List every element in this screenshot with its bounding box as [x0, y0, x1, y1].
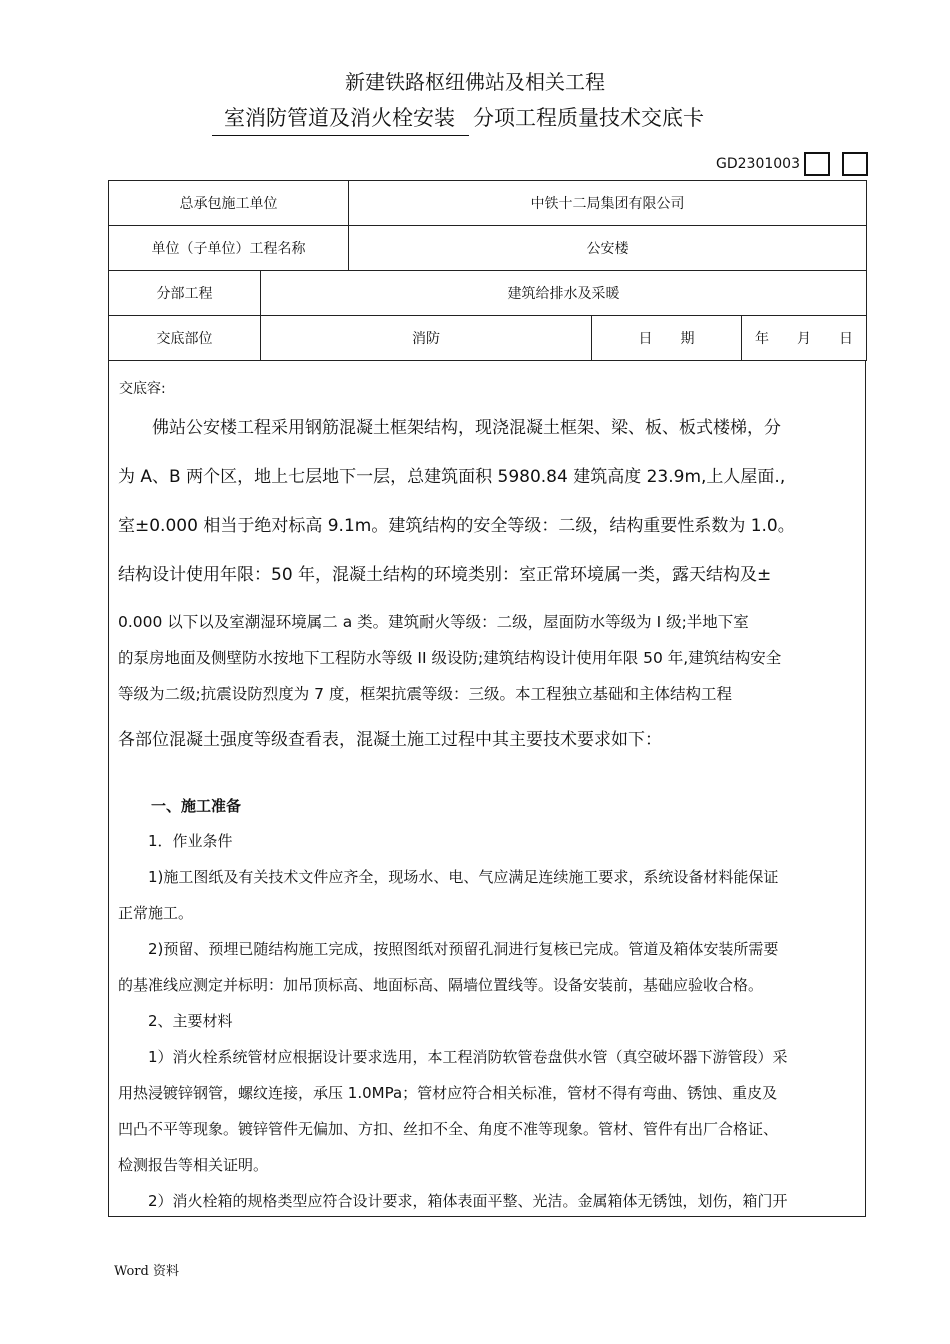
text-line: 各部位混凝土强度等级查看表，混凝土施工过程中其主要技术要求如下： — [118, 730, 662, 750]
division-label: 分部工程 — [109, 271, 261, 316]
subtitle-underlined-part: 室消防管道及消火栓安装 — [212, 102, 469, 136]
text-line: 结构设计使用年限：50 年，混凝土结构的环境类别：室正常环境属一类，露天结构及± — [118, 565, 772, 585]
contractor-value: 中铁十二局集团有限公司 — [349, 181, 867, 226]
table-row — [109, 226, 867, 271]
text-line: 0.000 以下以及室潮湿环境属二 a 类。建筑耐火等级：二级，屋面防水等级为 I 级;半地下室 — [118, 613, 749, 631]
section-body — [109, 823, 865, 1217]
text-line: 为 A、B 两个区，地上七层地下一层，总建筑面积 5980.84 建筑高度 23.9m,上人屋面., — [118, 467, 786, 487]
subsection-heading: 1．作业条件 — [148, 832, 233, 850]
info-table — [108, 180, 867, 361]
document-code: GD2301003 — [716, 156, 800, 172]
section-heading: 一、施工准备 — [151, 797, 242, 815]
text-line: 用热浸镀锌钢管，螺纹连接，承压 1.0MPa；管材应符合相关标准，管材不得有弯曲、锈蚀、重皮及 — [118, 1084, 778, 1102]
paragraph-overview-end — [109, 716, 865, 765]
text-line: 2)预留、预埋已随结构施工完成，按照图纸对预留孔洞进行复核已完成。管道及箱体安装所需要 — [148, 940, 779, 958]
content-label: 交底容: — [119, 381, 166, 397]
project-value: 公安楼 — [349, 226, 867, 271]
document-title: 新建铁路枢纽佛站及相关工程 — [345, 70, 605, 94]
text-line: 正常施工。 — [118, 904, 194, 922]
checkbox-1[interactable] — [804, 152, 830, 176]
contractor-label: 总承包施工单位 — [109, 181, 349, 226]
text-line: 1）消火栓系统管材应根据设计要求选用，本工程消防软管卷盘供水管（真空破坏器下游管段）采 — [148, 1048, 788, 1066]
table-row — [109, 181, 867, 226]
text-line: 2）消火栓箱的规格类型应符合设计要求，箱体表面平整、光洁。金属箱体无锈蚀，划伤，箱门开 — [148, 1192, 788, 1210]
paragraph-overview — [109, 404, 865, 600]
table-row — [109, 316, 867, 361]
text-line: 检测报告等相关证明。 — [118, 1156, 269, 1174]
subsection-heading: 2、主要材料 — [148, 1012, 233, 1030]
footer-text: Word 资料 — [114, 1264, 179, 1279]
date-value: 年 月 日 — [742, 316, 867, 361]
text-line: 等级为二级;抗震设防烈度为 7 度，框架抗震等级：三级。本工程独立基础和主体结构工程 — [118, 685, 732, 703]
document-subtitle — [212, 102, 704, 136]
content-box — [108, 360, 866, 1217]
location-label: 交底部位 — [109, 316, 261, 361]
table-row — [109, 271, 867, 316]
division-value: 建筑给排水及采暖 — [261, 271, 867, 316]
paragraph-overview-cont — [109, 604, 865, 712]
date-label: 日 期 — [592, 316, 742, 361]
text-line: 的泵房地面及侧壁防水按地下工程防水等级 II 级设防;建筑结构设计使用年限 50 年,建筑结构安全 — [118, 649, 782, 667]
subtitle-rest: 分项工程质量技术交底卡 — [473, 106, 704, 130]
project-label: 单位（子单位）工程名称 — [109, 226, 349, 271]
location-value: 消防 — [261, 316, 592, 361]
text-line: 的基准线应测定并标明：加吊顶标高、地面标高、隔墙位置线等。设备安装前，基础应验收合格。 — [118, 976, 764, 994]
text-line: 佛站公安楼工程采用钢筋混凝土框架结构，现浇混凝土框架、梁、板、板式楼梯，分 — [152, 418, 781, 438]
document-code-area — [716, 152, 868, 176]
text-line: 室±0.000 相当于绝对标高 9.1m。建筑结构的安全等级：二级，结构重要性系数为 1.0。 — [118, 516, 795, 536]
checkbox-2[interactable] — [842, 152, 868, 176]
text-line: 1)施工图纸及有关技术文件应齐全，现场水、电、气应满足连续施工要求，系统设备材料能保证 — [148, 868, 779, 886]
text-line: 凹凸不平等现象。镀锌管件无偏加、方扣、丝扣不全、角度不准等现象。管材、管件有出厂合格证、 — [118, 1120, 779, 1138]
